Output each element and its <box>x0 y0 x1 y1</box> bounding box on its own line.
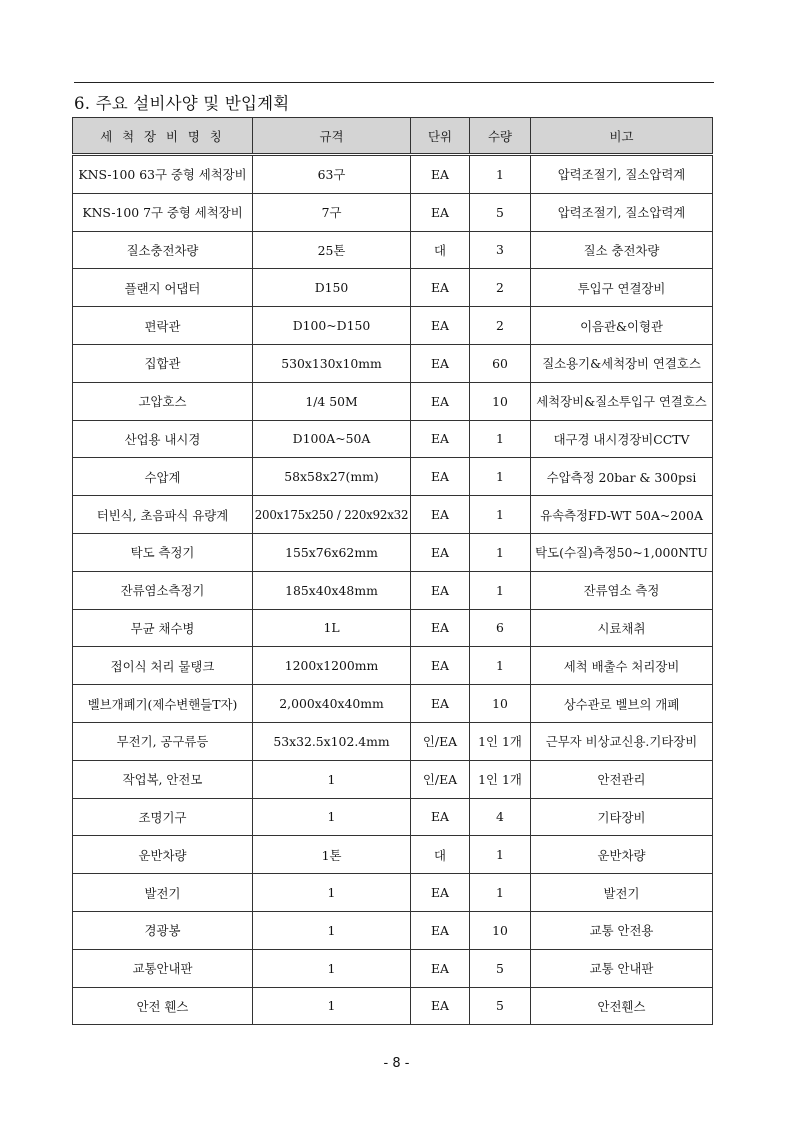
cell-quantity: 3 <box>470 231 531 269</box>
cell-remarks: 수압측정 20bar & 300psi <box>531 458 713 496</box>
table-body <box>73 155 713 1025</box>
cell-remarks: 발전기 <box>531 874 713 912</box>
cell-spec: 1 <box>253 949 411 987</box>
cell-quantity: 1인 1개 <box>470 760 531 798</box>
cell-quantity: 1인 1개 <box>470 722 531 760</box>
cell-quantity: 1 <box>470 836 531 874</box>
cell-remarks: 유속측정FD-WT 50A~200A <box>531 496 713 534</box>
table-row <box>73 647 713 685</box>
cell-spec: 155x76x62mm <box>253 533 411 571</box>
cell-spec: 530x130x10mm <box>253 344 411 382</box>
cell-quantity: 1 <box>470 458 531 496</box>
cell-unit: EA <box>411 647 470 685</box>
cell-remarks: 세척 배출수 처리장비 <box>531 647 713 685</box>
cell-equipment-name: 터빈식, 초음파식 유량계 <box>73 496 253 534</box>
cell-remarks: 교통 안전용 <box>531 911 713 949</box>
cell-remarks: 안전휀스 <box>531 987 713 1025</box>
table-header <box>73 118 713 155</box>
cell-unit: EA <box>411 685 470 723</box>
table-row <box>73 874 713 912</box>
cell-equipment-name: 산업용 내시경 <box>73 420 253 458</box>
cell-spec: 200x175x250 / 220x92x32 <box>253 496 411 534</box>
cell-unit: EA <box>411 155 470 194</box>
cell-unit: EA <box>411 798 470 836</box>
cell-unit: EA <box>411 344 470 382</box>
table-row <box>73 382 713 420</box>
cell-unit: EA <box>411 458 470 496</box>
cell-unit: EA <box>411 949 470 987</box>
cell-spec: 1톤 <box>253 836 411 874</box>
cell-quantity: 2 <box>470 307 531 345</box>
table-row <box>73 307 713 345</box>
cell-equipment-name: KNS-100 7구 중형 세척장비 <box>73 193 253 231</box>
table-row <box>73 533 713 571</box>
cell-remarks: 안전관리 <box>531 760 713 798</box>
table-row <box>73 155 713 194</box>
cell-remarks: 투입구 연결장비 <box>531 269 713 307</box>
cell-quantity: 1 <box>470 571 531 609</box>
cell-remarks: 이음관&이형관 <box>531 307 713 345</box>
cell-spec: 1 <box>253 798 411 836</box>
table-row <box>73 193 713 231</box>
cell-remarks: 근무자 비상교신용.기타장비 <box>531 722 713 760</box>
cell-quantity: 10 <box>470 685 531 723</box>
table-row <box>73 231 713 269</box>
page-number: - 8 - <box>383 1056 410 1071</box>
cell-spec: 63구 <box>253 155 411 194</box>
cell-equipment-name: 운반차량 <box>73 836 253 874</box>
cell-spec: 1/4 50M <box>253 382 411 420</box>
cell-spec: 1200x1200mm <box>253 647 411 685</box>
cell-equipment-name: 탁도 측정기 <box>73 533 253 571</box>
cell-equipment-name: 편락관 <box>73 307 253 345</box>
cell-quantity: 1 <box>470 420 531 458</box>
cell-spec: 185x40x48mm <box>253 571 411 609</box>
table-row <box>73 609 713 647</box>
header-quantity: 수량 <box>470 118 531 155</box>
cell-equipment-name: 잔류염소측정기 <box>73 571 253 609</box>
cell-spec: 1 <box>253 987 411 1025</box>
table-row <box>73 496 713 534</box>
cell-spec: D150 <box>253 269 411 307</box>
cell-unit: 인/EA <box>411 760 470 798</box>
cell-quantity: 1 <box>470 874 531 912</box>
cell-equipment-name: 교통안내판 <box>73 949 253 987</box>
table-row <box>73 949 713 987</box>
table-row <box>73 420 713 458</box>
cell-remarks: 탁도(수질)측정50~1,000NTU <box>531 533 713 571</box>
table-row <box>73 836 713 874</box>
cell-quantity: 1 <box>470 647 531 685</box>
table-row <box>73 722 713 760</box>
cell-remarks: 교통 안내판 <box>531 949 713 987</box>
cell-spec: D100A~50A <box>253 420 411 458</box>
cell-remarks: 압력조절기, 질소압력계 <box>531 155 713 194</box>
cell-equipment-name: 집합관 <box>73 344 253 382</box>
cell-unit: EA <box>411 874 470 912</box>
cell-unit: EA <box>411 987 470 1025</box>
header-spec: 규격 <box>253 118 411 155</box>
cell-remarks: 기타장비 <box>531 798 713 836</box>
table-row <box>73 571 713 609</box>
cell-unit: EA <box>411 382 470 420</box>
table-row <box>73 798 713 836</box>
cell-equipment-name: 플랜지 어댑터 <box>73 269 253 307</box>
cell-quantity: 60 <box>470 344 531 382</box>
cell-remarks: 세척장비&질소투입구 연결호스 <box>531 382 713 420</box>
cell-equipment-name: 작업복, 안전모 <box>73 760 253 798</box>
cell-quantity: 2 <box>470 269 531 307</box>
table-row <box>73 269 713 307</box>
cell-quantity: 4 <box>470 798 531 836</box>
cell-unit: EA <box>411 533 470 571</box>
header-row <box>73 118 713 155</box>
header-remarks: 비고 <box>531 118 713 155</box>
cell-quantity: 5 <box>470 987 531 1025</box>
section-title: 6. 주요 설비사양 및 반입계획 <box>74 94 290 113</box>
cell-spec: 58x58x27(mm) <box>253 458 411 496</box>
header-unit: 단위 <box>411 118 470 155</box>
top-rule <box>74 82 714 83</box>
table-row <box>73 760 713 798</box>
cell-unit: EA <box>411 571 470 609</box>
cell-remarks: 압력조절기, 질소압력계 <box>531 193 713 231</box>
cell-unit: EA <box>411 307 470 345</box>
cell-equipment-name: 고압호스 <box>73 382 253 420</box>
cell-remarks: 상수관로 벨브의 개폐 <box>531 685 713 723</box>
cell-equipment-name: 벨브개폐기(제수변핸들T자) <box>73 685 253 723</box>
cell-quantity: 1 <box>470 155 531 194</box>
cell-spec: 53x32.5x102.4mm <box>253 722 411 760</box>
equipment-table <box>72 117 713 1025</box>
cell-quantity: 5 <box>470 949 531 987</box>
cell-quantity: 1 <box>470 496 531 534</box>
cell-spec: 7구 <box>253 193 411 231</box>
cell-spec: 1 <box>253 874 411 912</box>
header-equipment-name: 세 척 장 비 명 칭 <box>73 118 253 155</box>
table-row <box>73 458 713 496</box>
table-row <box>73 344 713 382</box>
cell-equipment-name: 경광봉 <box>73 911 253 949</box>
cell-spec: D100~D150 <box>253 307 411 345</box>
cell-equipment-name: 접이식 처리 물탱크 <box>73 647 253 685</box>
cell-unit: 인/EA <box>411 722 470 760</box>
cell-quantity: 10 <box>470 911 531 949</box>
cell-remarks: 질소용기&세척장비 연결호스 <box>531 344 713 382</box>
table-row <box>73 987 713 1025</box>
cell-equipment-name: 조명기구 <box>73 798 253 836</box>
cell-remarks: 시료채취 <box>531 609 713 647</box>
cell-unit: EA <box>411 911 470 949</box>
cell-quantity: 10 <box>470 382 531 420</box>
table-row <box>73 911 713 949</box>
cell-equipment-name: 수압계 <box>73 458 253 496</box>
cell-quantity: 6 <box>470 609 531 647</box>
cell-spec: 2,000x40x40mm <box>253 685 411 723</box>
cell-spec: 1 <box>253 911 411 949</box>
cell-equipment-name: 질소충전차량 <box>73 231 253 269</box>
cell-unit: EA <box>411 420 470 458</box>
cell-unit: EA <box>411 496 470 534</box>
cell-remarks: 질소 충전차량 <box>531 231 713 269</box>
cell-spec: 1 <box>253 760 411 798</box>
cell-unit: 대 <box>411 836 470 874</box>
cell-equipment-name: 무균 채수병 <box>73 609 253 647</box>
cell-unit: EA <box>411 269 470 307</box>
cell-remarks: 대구경 내시경장비CCTV <box>531 420 713 458</box>
cell-spec: 25톤 <box>253 231 411 269</box>
cell-unit: 대 <box>411 231 470 269</box>
table-row <box>73 685 713 723</box>
cell-remarks: 잔류염소 측정 <box>531 571 713 609</box>
cell-equipment-name: 안전 휀스 <box>73 987 253 1025</box>
cell-spec: 1L <box>253 609 411 647</box>
cell-quantity: 1 <box>470 533 531 571</box>
cell-equipment-name: 발전기 <box>73 874 253 912</box>
cell-equipment-name: 무전기, 공구류등 <box>73 722 253 760</box>
cell-remarks: 운반차량 <box>531 836 713 874</box>
cell-equipment-name: KNS-100 63구 중형 세척장비 <box>73 155 253 194</box>
cell-unit: EA <box>411 193 470 231</box>
cell-unit: EA <box>411 609 470 647</box>
cell-quantity: 5 <box>470 193 531 231</box>
